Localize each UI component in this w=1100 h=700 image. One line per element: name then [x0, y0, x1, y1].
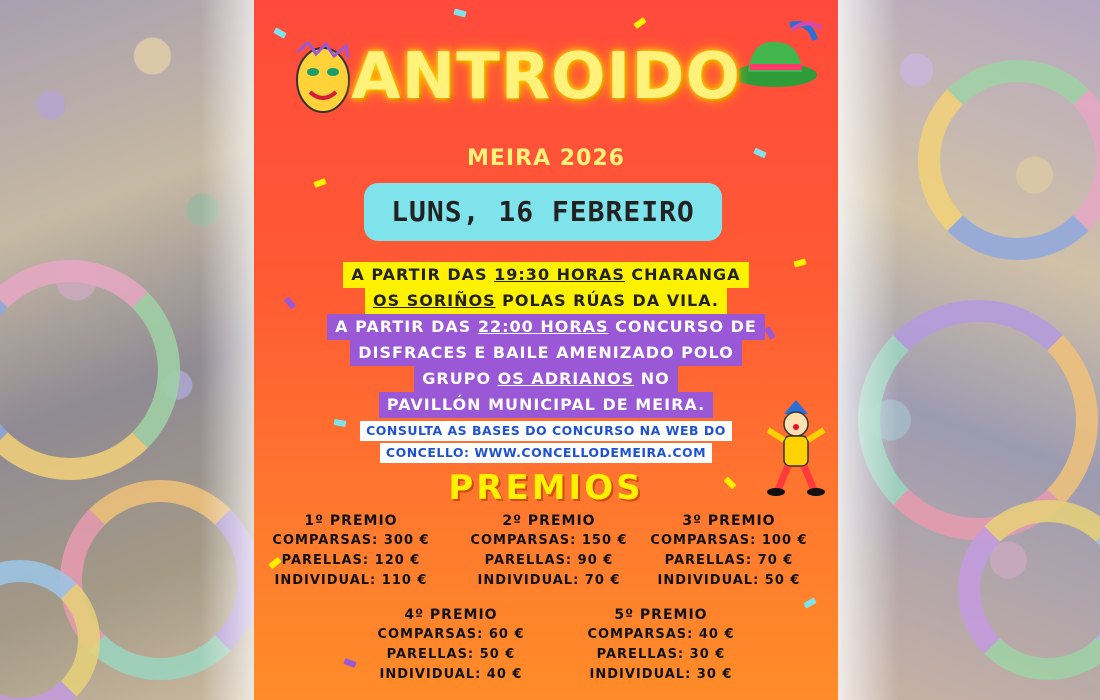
event-line: [254, 366, 838, 392]
line-highlight: 22:00 HORAS: [477, 317, 609, 336]
prize-line: COMPARSAS: 100 €: [650, 533, 808, 548]
prize-line: PARELLAS: 120 €: [281, 553, 421, 568]
line-text: POLAS RÚAS DA VILA.: [495, 291, 719, 310]
confetti: [343, 658, 356, 668]
prize-line: PARELLAS: 30 €: [596, 647, 726, 662]
event-date: LUNS, 16 FEBREIRO: [364, 183, 722, 241]
prize-line: INDIVIDUAL: 30 €: [589, 667, 733, 682]
prize-line: PARELLAS: 50 €: [386, 647, 516, 662]
poster-title: ANTROIDO: [351, 40, 741, 114]
line-text: CONCURSO DE: [608, 317, 757, 336]
line-highlight: OS SORIÑOS: [373, 291, 496, 310]
confetti: [633, 17, 646, 29]
event-line: [254, 392, 838, 418]
prizes-title: PREMIOS: [448, 468, 644, 508]
event-line: [254, 262, 838, 288]
confetti: [453, 9, 466, 18]
confetti: [313, 178, 326, 188]
prize-block: [634, 511, 824, 591]
line-text: CHARANGA: [624, 265, 741, 284]
confetti: [803, 597, 816, 608]
prize-block: [566, 605, 756, 685]
streamer-decoration: [918, 60, 1100, 260]
prize-line: COMPARSAS: 40 €: [587, 627, 735, 642]
prize-heading: 2º PREMIO: [502, 513, 596, 529]
prize-line: PARELLAS: 90 €: [484, 553, 614, 568]
prize-heading: 3º PREMIO: [682, 513, 776, 529]
event-line: [254, 288, 838, 314]
carnival-poster: [254, 0, 838, 700]
prize-block: [356, 605, 546, 685]
consult-line: [254, 442, 838, 463]
confetti: [273, 27, 286, 38]
prize-heading: 1º PREMIO: [304, 513, 398, 529]
line-text: PAVILLÓN MUNICIPAL DE MEIRA.: [386, 395, 706, 414]
event-line: [254, 314, 838, 340]
line-text: A PARTIR DAS: [351, 265, 495, 284]
prize-block: [454, 511, 644, 591]
line-highlight: 19:30 HORAS: [494, 265, 625, 284]
prize-block: [256, 511, 446, 591]
consult-text: CONCELLO: WWW.CONCELLODEMEIRA.COM: [380, 443, 712, 463]
prize-line: PARELLAS: 70 €: [664, 553, 794, 568]
prize-line: INDIVIDUAL: 70 €: [477, 573, 621, 588]
prize-line: INDIVIDUAL: 50 €: [657, 573, 801, 588]
line-text: GRUPO: [422, 369, 498, 388]
consult-line: [254, 420, 838, 441]
line-text: DISFRACES E BAILE AMENIZADO POLO: [358, 343, 734, 362]
prize-line: COMPARSAS: 150 €: [470, 533, 628, 548]
prize-line: COMPARSAS: 60 €: [377, 627, 525, 642]
fade-left: [200, 0, 260, 700]
prize-heading: 4º PREMIO: [404, 607, 498, 623]
consult-text: CONSULTA AS BASES DO CONCURSO NA WEB DO: [360, 421, 732, 441]
line-highlight: OS ADRIANOS: [497, 369, 635, 388]
prize-line: INDIVIDUAL: 110 €: [274, 573, 428, 588]
event-line: [254, 340, 838, 366]
prize-line: INDIVIDUAL: 40 €: [379, 667, 523, 682]
prize-line: COMPARSAS: 300 €: [272, 533, 430, 548]
fade-right: [838, 0, 898, 700]
line-text: NO: [634, 369, 670, 388]
poster-subtitle: MEIRA 2026: [467, 146, 625, 171]
streamer-decoration: [0, 260, 180, 480]
prize-heading: 5º PREMIO: [614, 607, 708, 623]
line-text: A PARTIR DAS: [335, 317, 478, 336]
